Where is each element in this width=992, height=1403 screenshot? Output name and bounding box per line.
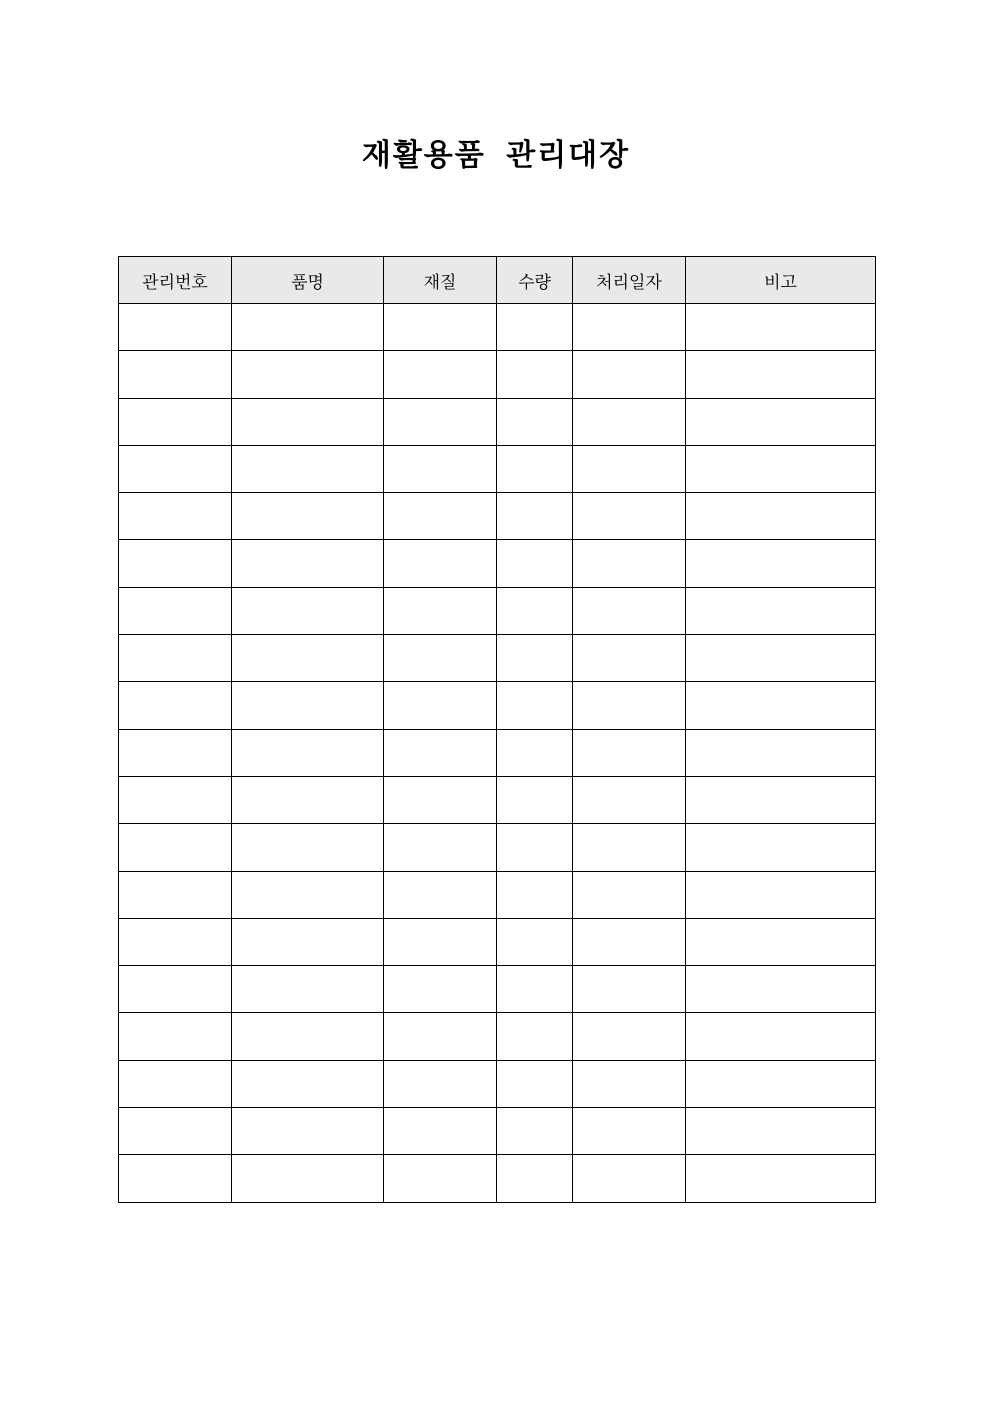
- cell-remarks[interactable]: [686, 966, 876, 1013]
- table-row: [119, 1060, 876, 1107]
- cell-processing-date[interactable]: [573, 398, 686, 445]
- cell-material[interactable]: [384, 871, 497, 918]
- cell-material[interactable]: [384, 493, 497, 540]
- cell-management-no[interactable]: [119, 1155, 232, 1202]
- cell-item-name[interactable]: [232, 635, 384, 682]
- cell-remarks[interactable]: [686, 635, 876, 682]
- cell-item-name[interactable]: [232, 824, 384, 871]
- table-row: [119, 824, 876, 871]
- table-row: [119, 304, 876, 351]
- column-header-remarks: 비고: [686, 257, 876, 304]
- cell-quantity[interactable]: [497, 966, 573, 1013]
- column-header-item-name: 품명: [232, 257, 384, 304]
- cell-material[interactable]: [384, 776, 497, 823]
- cell-remarks[interactable]: [686, 729, 876, 776]
- cell-quantity[interactable]: [497, 351, 573, 398]
- cell-processing-date[interactable]: [573, 824, 686, 871]
- column-header-quantity: 수량: [497, 257, 573, 304]
- cell-quantity[interactable]: [497, 398, 573, 445]
- cell-management-no[interactable]: [119, 351, 232, 398]
- cell-quantity[interactable]: [497, 587, 573, 634]
- cell-processing-date[interactable]: [573, 966, 686, 1013]
- cell-management-no[interactable]: [119, 871, 232, 918]
- cell-processing-date[interactable]: [573, 776, 686, 823]
- cell-item-name[interactable]: [232, 776, 384, 823]
- cell-processing-date[interactable]: [573, 1155, 686, 1202]
- cell-processing-date[interactable]: [573, 918, 686, 965]
- cell-quantity[interactable]: [497, 682, 573, 729]
- cell-remarks[interactable]: [686, 824, 876, 871]
- document-title: 재활용품 관리대장: [361, 138, 631, 173]
- cell-remarks[interactable]: [686, 493, 876, 540]
- cell-quantity[interactable]: [497, 1060, 573, 1107]
- cell-remarks[interactable]: [686, 304, 876, 351]
- cell-management-no[interactable]: [119, 1108, 232, 1155]
- cell-material[interactable]: [384, 635, 497, 682]
- cell-quantity[interactable]: [497, 824, 573, 871]
- cell-processing-date[interactable]: [573, 445, 686, 492]
- cell-item-name[interactable]: [232, 966, 384, 1013]
- table-row: [119, 351, 876, 398]
- cell-item-name[interactable]: [232, 1155, 384, 1202]
- table-row: [119, 776, 876, 823]
- cell-item-name[interactable]: [232, 540, 384, 587]
- cell-management-no[interactable]: [119, 540, 232, 587]
- cell-processing-date[interactable]: [573, 1060, 686, 1107]
- cell-management-no[interactable]: [119, 966, 232, 1013]
- cell-management-no[interactable]: [119, 635, 232, 682]
- cell-item-name[interactable]: [232, 587, 384, 634]
- cell-material[interactable]: [384, 351, 497, 398]
- cell-material[interactable]: [384, 304, 497, 351]
- cell-item-name[interactable]: [232, 398, 384, 445]
- cell-remarks[interactable]: [686, 351, 876, 398]
- cell-quantity[interactable]: [497, 540, 573, 587]
- cell-item-name[interactable]: [232, 1013, 384, 1060]
- table-row: [119, 729, 876, 776]
- cell-quantity[interactable]: [497, 1013, 573, 1060]
- cell-processing-date[interactable]: [573, 540, 686, 587]
- cell-item-name[interactable]: [232, 304, 384, 351]
- table-row: [119, 540, 876, 587]
- cell-quantity[interactable]: [497, 729, 573, 776]
- cell-item-name[interactable]: [232, 351, 384, 398]
- cell-item-name[interactable]: [232, 729, 384, 776]
- cell-management-no[interactable]: [119, 729, 232, 776]
- cell-processing-date[interactable]: [573, 682, 686, 729]
- table-row: [119, 445, 876, 492]
- cell-management-no[interactable]: [119, 1060, 232, 1107]
- cell-item-name[interactable]: [232, 493, 384, 540]
- cell-quantity[interactable]: [497, 871, 573, 918]
- cell-material[interactable]: [384, 824, 497, 871]
- cell-material[interactable]: [384, 445, 497, 492]
- cell-processing-date[interactable]: [573, 871, 686, 918]
- cell-management-no[interactable]: [119, 304, 232, 351]
- cell-remarks[interactable]: [686, 1108, 876, 1155]
- cell-item-name[interactable]: [232, 445, 384, 492]
- column-header-processing-date: 처리일자: [573, 257, 686, 304]
- cell-item-name[interactable]: [232, 682, 384, 729]
- cell-remarks[interactable]: [686, 587, 876, 634]
- cell-remarks[interactable]: [686, 540, 876, 587]
- cell-item-name[interactable]: [232, 1108, 384, 1155]
- cell-item-name[interactable]: [232, 871, 384, 918]
- cell-processing-date[interactable]: [573, 1108, 686, 1155]
- cell-material[interactable]: [384, 1060, 497, 1107]
- table-row: [119, 587, 876, 634]
- cell-management-no[interactable]: [119, 918, 232, 965]
- table-row: [119, 1155, 876, 1202]
- cell-material[interactable]: [384, 540, 497, 587]
- cell-quantity[interactable]: [497, 1155, 573, 1202]
- cell-material[interactable]: [384, 918, 497, 965]
- cell-management-no[interactable]: [119, 682, 232, 729]
- cell-item-name[interactable]: [232, 1060, 384, 1107]
- table-row: [119, 635, 876, 682]
- cell-processing-date[interactable]: [573, 351, 686, 398]
- recycling-ledger-table: [118, 256, 876, 1203]
- table-row: [119, 1108, 876, 1155]
- cell-management-no[interactable]: [119, 776, 232, 823]
- cell-material[interactable]: [384, 1155, 497, 1202]
- cell-management-no[interactable]: [119, 493, 232, 540]
- cell-material[interactable]: [384, 729, 497, 776]
- table-row: [119, 1013, 876, 1060]
- table-row: [119, 493, 876, 540]
- cell-processing-date[interactable]: [573, 635, 686, 682]
- cell-remarks[interactable]: [686, 871, 876, 918]
- cell-quantity[interactable]: [497, 445, 573, 492]
- column-header-management-no: 관리번호: [119, 257, 232, 304]
- cell-quantity[interactable]: [497, 493, 573, 540]
- cell-remarks[interactable]: [686, 1060, 876, 1107]
- table-row: [119, 918, 876, 965]
- cell-remarks[interactable]: [686, 776, 876, 823]
- table-row: [119, 398, 876, 445]
- cell-management-no[interactable]: [119, 587, 232, 634]
- cell-material[interactable]: [384, 1108, 497, 1155]
- column-header-material: 재질: [384, 257, 497, 304]
- cell-management-no[interactable]: [119, 445, 232, 492]
- cell-processing-date[interactable]: [573, 304, 686, 351]
- table-header-row: [119, 257, 876, 304]
- table-row: [119, 966, 876, 1013]
- cell-quantity[interactable]: [497, 1108, 573, 1155]
- cell-processing-date[interactable]: [573, 729, 686, 776]
- cell-material[interactable]: [384, 682, 497, 729]
- table-body: [119, 304, 876, 1203]
- table-row: [119, 682, 876, 729]
- cell-item-name[interactable]: [232, 918, 384, 965]
- cell-management-no[interactable]: [119, 398, 232, 445]
- cell-remarks[interactable]: [686, 1013, 876, 1060]
- cell-remarks[interactable]: [686, 918, 876, 965]
- cell-quantity[interactable]: [497, 635, 573, 682]
- cell-processing-date[interactable]: [573, 1013, 686, 1060]
- cell-remarks[interactable]: [686, 445, 876, 492]
- cell-management-no[interactable]: [119, 1013, 232, 1060]
- cell-quantity[interactable]: [497, 304, 573, 351]
- cell-material[interactable]: [384, 587, 497, 634]
- cell-remarks[interactable]: [686, 682, 876, 729]
- cell-remarks[interactable]: [686, 1155, 876, 1202]
- cell-material[interactable]: [384, 966, 497, 1013]
- cell-material[interactable]: [384, 398, 497, 445]
- cell-processing-date[interactable]: [573, 587, 686, 634]
- cell-management-no[interactable]: [119, 824, 232, 871]
- cell-quantity[interactable]: [497, 918, 573, 965]
- cell-remarks[interactable]: [686, 398, 876, 445]
- table-row: [119, 871, 876, 918]
- cell-processing-date[interactable]: [573, 493, 686, 540]
- cell-material[interactable]: [384, 1013, 497, 1060]
- cell-quantity[interactable]: [497, 776, 573, 823]
